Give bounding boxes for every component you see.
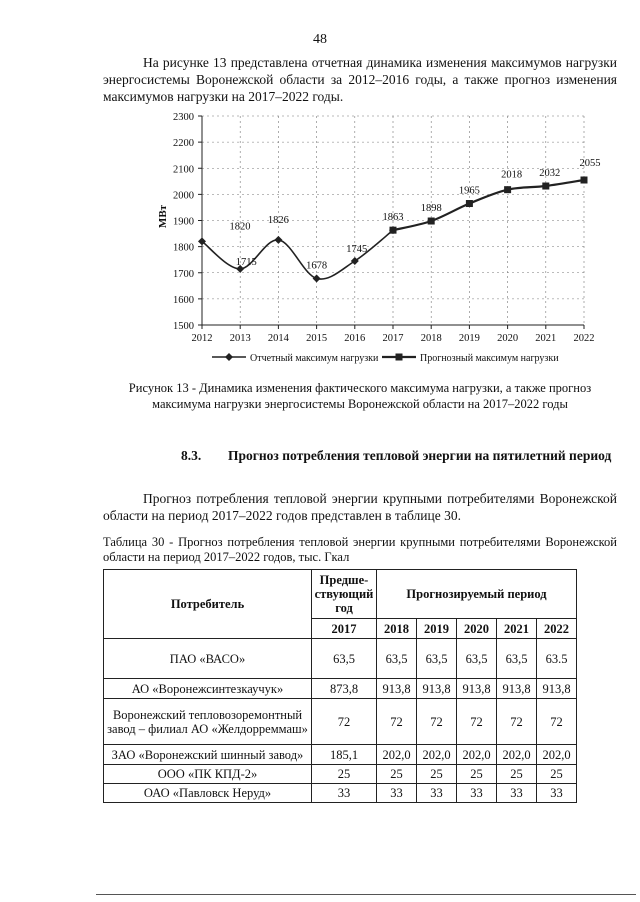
forecast-load-point [466,200,473,207]
table-row [104,784,577,803]
table-cell: 913,8 [497,679,537,699]
header-forecast-period: Прогнозируемый период [377,570,577,619]
data-label: 2032 [539,168,561,180]
table-cell: 72 [497,699,537,745]
y-tick-label: 1700 [173,268,194,280]
actual-load-point [313,274,321,282]
data-label: 1678 [306,260,328,272]
x-tick-label: 2018 [420,333,442,344]
table-cell: 25 [312,765,377,784]
x-tick-label: 2016 [344,333,366,344]
table-cell: 33 [417,784,457,803]
table-row [104,745,577,765]
table-cell: 63,5 [457,639,497,679]
x-tick-label: 2012 [191,333,213,344]
forecast-load-point [428,218,435,225]
x-tick-label: 2020 [497,333,519,344]
forecast-load-point [542,183,549,190]
consumer-name: ЗАО «Воронежский шинный завод» [104,745,312,765]
consumer-name: АО «Воронежсинтезкаучук» [104,679,312,699]
table-cell: 63.5 [537,639,577,679]
table-cell: 25 [457,765,497,784]
consumer-name: ООО «ПК КПД-2» [104,765,312,784]
x-tick-label: 2013 [229,333,251,344]
data-label: 1898 [420,203,442,215]
y-tick-label: 1900 [173,216,194,228]
header-year: 2019 [417,619,457,639]
y-tick-label: 2200 [173,138,194,150]
data-label: 1826 [267,214,289,226]
x-tick-label: 2017 [382,333,404,344]
table-cell: 185,1 [312,745,377,765]
y-tick-label: 2300 [173,112,194,123]
table-cell: 72 [417,699,457,745]
x-tick-label: 2015 [306,333,328,344]
table-cell: 202,0 [537,745,577,765]
actual-load-point [274,236,282,244]
y-tick-label: 1600 [173,294,194,306]
x-tick-label: 2022 [573,333,595,344]
table-caption: Таблица 30 - Прогноз потребления тепловой энергии крупными потребителями Воронежской области на период 2017–2022 годов, тыс. Гкал [103,535,617,564]
section-paragraph: Прогноз потребления тепловой энергии крупными потребителями Воронежской области на период 2017–2022 годов представлен в таблице 30. [103,491,617,523]
table-row [104,679,577,699]
legend-actual-marker [225,353,233,361]
data-label: 1745 [346,243,368,255]
table-cell: 33 [312,784,377,803]
table-cell: 25 [497,765,537,784]
page-number: 48 [313,32,327,47]
table-row [104,639,577,679]
table-cell: 202,0 [377,745,417,765]
table-cell: 72 [537,699,577,745]
data-label: 1863 [382,212,404,224]
table-cell: 25 [377,765,417,784]
forecast-load-point [581,177,588,184]
header-year: 2017 [312,619,377,639]
consumer-name: ОАО «Павловск Неруд» [104,784,312,803]
table-cell: 202,0 [457,745,497,765]
table-cell: 202,0 [497,745,537,765]
table-cell: 63,5 [312,639,377,679]
table-row [104,699,577,745]
table-cell: 873,8 [312,679,377,699]
x-tick-label: 2021 [535,333,557,344]
data-label: 2055 [579,158,601,170]
forecast-load-point [390,227,397,234]
y-tick-label: 2000 [173,190,194,202]
table-cell: 63,5 [377,639,417,679]
x-tick-label: 2014 [267,333,289,344]
table-cell: 913,8 [417,679,457,699]
table-cell: 913,8 [377,679,417,699]
intro-paragraph: На рисунке 13 представлена отчетная динамика изменения максимумов нагрузки энергосистемы Воронежской области за 2012–2016 годы, а также прогноз изменения максимумов нагрузки на 2017–2022 годы. [103,55,617,104]
legend-actual-label: Отчетный максимум нагрузки [250,353,379,364]
table-cell: 913,8 [457,679,497,699]
y-tick-label: 2100 [173,164,194,176]
table-cell: 25 [417,765,457,784]
table-cell: 33 [497,784,537,803]
table-cell: 63,5 [417,639,457,679]
forecast-load-point [504,186,511,193]
table-cell: 33 [457,784,497,803]
data-label: 2018 [501,169,523,181]
consumer-name: Воронежский тепловозоремонтный завод – филиал АО «Желдорреммаш» [104,699,312,745]
load-chart [150,108,601,370]
header-year: 2021 [497,619,537,639]
legend-forecast-label: Прогнозный максимум нагрузки [420,353,559,364]
consumption-table [103,569,577,803]
y-tick-label: 1500 [173,321,194,332]
table-cell: 25 [537,765,577,784]
header-year: 2022 [537,619,577,639]
data-label: 1715 [235,256,257,268]
data-label: 1965 [458,185,480,197]
section-number: 8.3. [181,448,202,463]
table-cell: 33 [377,784,417,803]
header-previous-year: Предше-ствующий год [312,570,377,619]
consumer-name: ПАО «ВАСО» [104,639,312,679]
table-cell: 202,0 [417,745,457,765]
header-year: 2020 [457,619,497,639]
section-title: Прогноз потребления тепловой энергии на пятилетний период [228,448,612,463]
y-tick-label: 1800 [173,242,194,254]
table-cell: 72 [457,699,497,745]
table-cell: 72 [312,699,377,745]
y-axis-label: МВт [157,204,169,229]
figure-caption: Рисунок 13 - Динамика изменения фактического максимума нагрузки, а также прогноз максимума нагрузки энергосистемы Воронежской области на 2017–2022 годы [128,381,592,411]
header-consumer: Потребитель [104,570,312,639]
table-cell: 63,5 [497,639,537,679]
legend-forecast-marker [396,354,403,361]
data-label: 1820 [229,221,251,233]
footer-rule [96,894,636,895]
table-cell: 72 [377,699,417,745]
x-tick-label: 2019 [458,333,480,344]
table-cell: 33 [537,784,577,803]
table-row [104,765,577,784]
header-year: 2018 [377,619,417,639]
table-cell: 913,8 [537,679,577,699]
